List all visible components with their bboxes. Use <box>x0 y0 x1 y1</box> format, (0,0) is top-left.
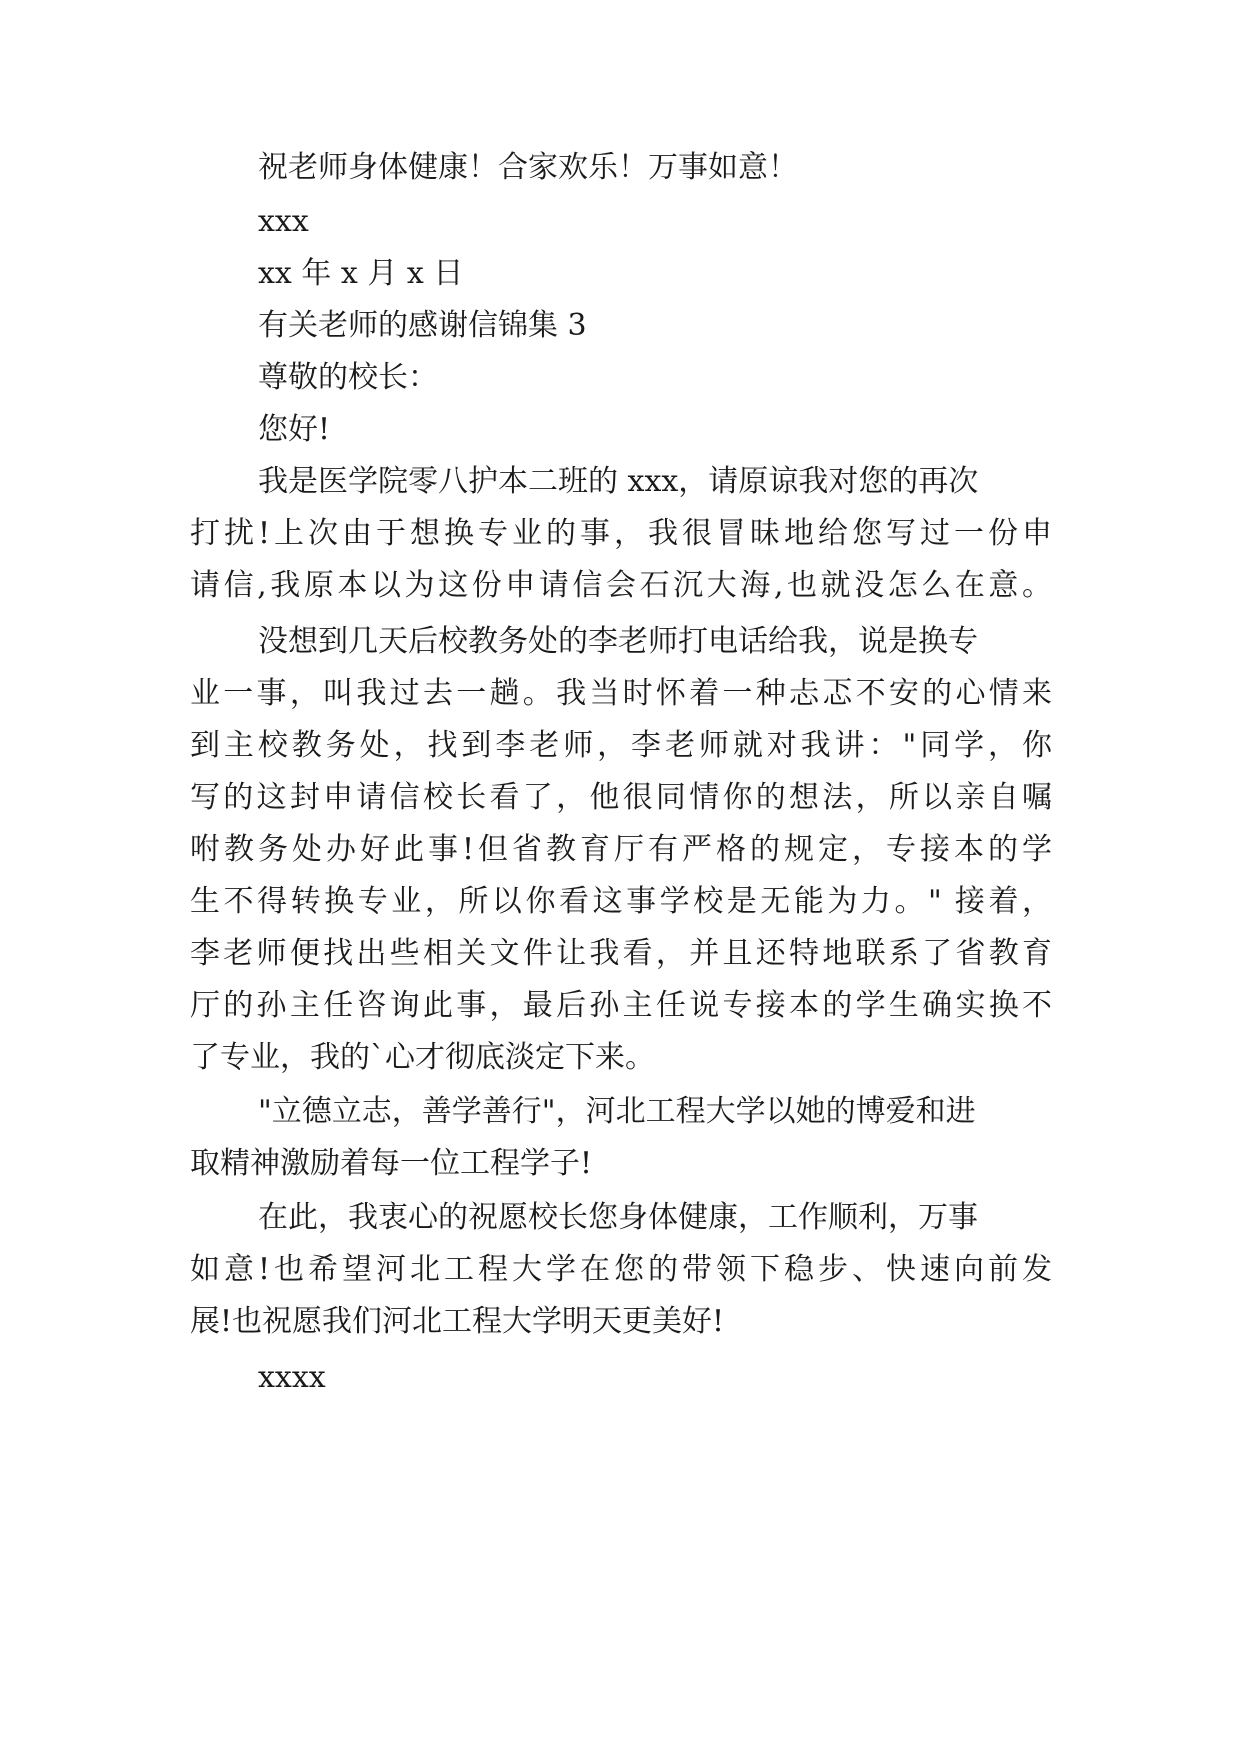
paragraph-line: 没想到几天后校教务处的李老师打电话给我，说是换专 <box>258 624 978 659</box>
paragraph-line: 如意!也希望河北工程大学在您的带领下稳步、快速向前发 <box>190 1252 1052 1287</box>
paragraph-line: 打扰!上次由于想换专业的事，我很冒昧地给您写过一份申 <box>190 516 1052 551</box>
paragraph-line: "立德立志，善学善行"，河北工程大学以她的博爱和进 <box>258 1094 976 1129</box>
paragraph-line: 生不得转换专业，所以你看这事学校是无能为力。" 接着， <box>190 884 1052 919</box>
paragraph-line: 展!也祝愿我们河北工程大学明天更美好! <box>190 1304 725 1339</box>
signature-date: xx 年 x 月 x 日 <box>258 256 464 291</box>
paragraph-line: 厅的孙主任咨询此事，最后孙主任说专接本的学生确实换不 <box>190 988 1052 1023</box>
signature-name: xxx <box>258 204 309 239</box>
paragraph-line: 在此，我衷心的祝愿校长您身体健康，工作顺利，万事 <box>258 1200 978 1235</box>
paragraph-line: 咐教务处办好此事!但省教育厅有严格的规定，专接本的学 <box>190 832 1052 867</box>
paragraph-line: 取精神激励着每一位工程学子! <box>190 1146 593 1181</box>
paragraph-line: 李老师便找出些相关文件让我看，并且还特地联系了省教育 <box>190 936 1052 971</box>
paragraph-line: 写的这封申请信校长看了，他很同情你的想法，所以亲自嘱 <box>190 780 1052 815</box>
signature-name: xxxx <box>258 1360 326 1395</box>
paragraph-line: 业一事，叫我过去一趟。我当时怀着一种忐忑不安的心情来 <box>190 676 1052 711</box>
letter-title: 有关老师的感谢信锦集 3 <box>258 308 587 343</box>
closing-wish: 祝老师身体健康！合家欢乐！万事如意！ <box>258 150 798 185</box>
paragraph-line: 我是医学院零八护本二班的 xxx，请原谅我对您的再次 <box>258 464 979 499</box>
salutation: 尊敬的校长： <box>258 360 438 395</box>
paragraph-line: 了专业，我的`心才彻底淡定下来。 <box>190 1040 655 1075</box>
paragraph-line: 请信,我原本以为这份申请信会石沉大海,也就没怎么在意。 <box>190 568 1052 603</box>
paragraph-line: 到主校教务处，找到李老师，李老师就对我讲："同学，你 <box>190 728 1052 763</box>
greeting: 您好! <box>258 412 331 447</box>
